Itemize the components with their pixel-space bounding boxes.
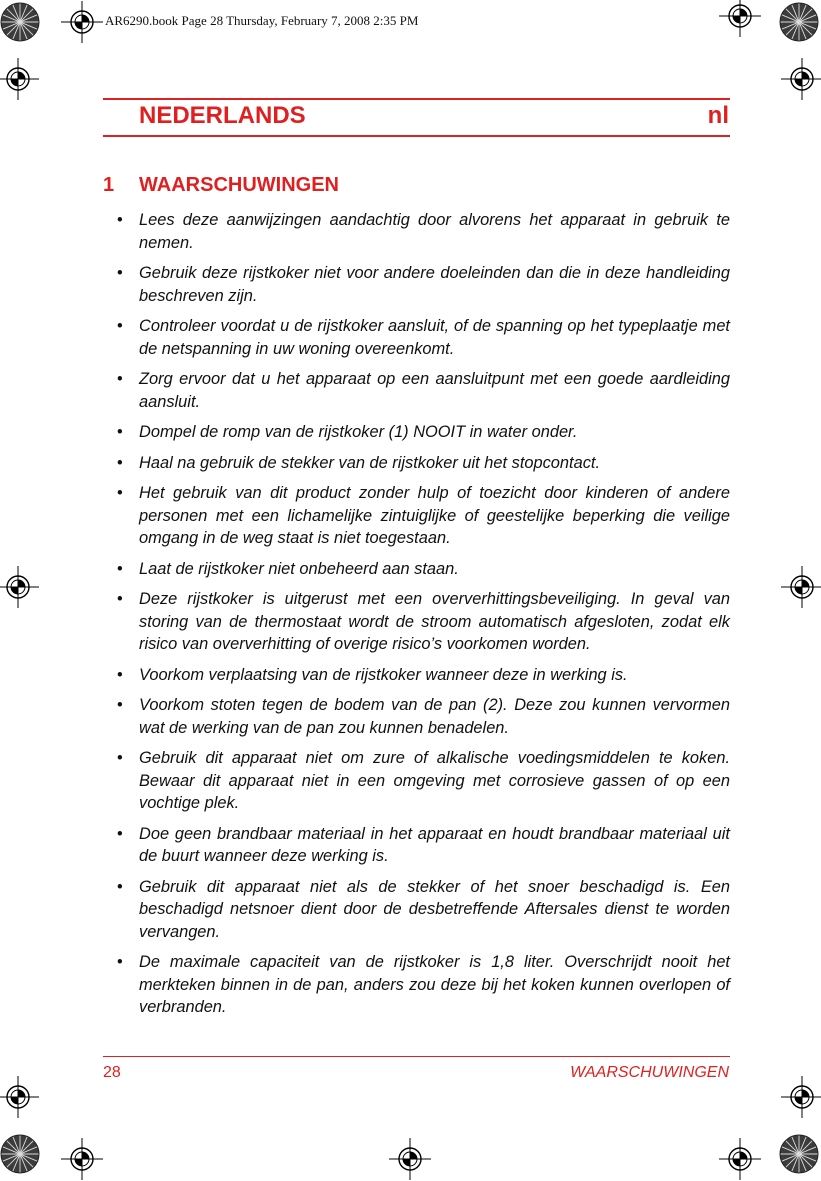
- warning-text: Haal na gebruik de stekker van de rijstkoker uit het stopcontact.: [139, 453, 601, 472]
- bullet-icon: •: [117, 211, 123, 229]
- warning-text: Het gebruik van dit product zonder hulp of toezicht door kinderen of andere personen met een lichamelijke zintuiglijke of geestelijke beperking die veilige omgang in de weg staat is niet toegestaan.: [139, 484, 730, 547]
- warning-text: Laat de rijstkoker niet onbeheerd aan staan.: [139, 559, 459, 578]
- warning-text: Deze rijstkoker is uitgerust met een oververhittingsbeveiliging. In geval van storing van de thermostaat wordt de stroom automatisch afgesloten, zodat elk risico van oververhitting of overige risico’s voorkomen worden.: [139, 590, 730, 653]
- starburst-mark-icon: [779, 2, 819, 42]
- bullet-icon: •: [117, 370, 123, 388]
- warning-item: [0, 482, 821, 550]
- section-title: WAARSCHUWINGEN: [139, 174, 339, 196]
- warning-item: [0, 262, 821, 307]
- section-number: 1: [103, 174, 115, 196]
- bullet-icon: •: [117, 824, 123, 843]
- bullet-icon: •: [117, 590, 123, 608]
- registration-mark-icon: [60, 1137, 104, 1181]
- registration-mark-icon: [718, 1137, 762, 1181]
- warning-text: Gebruik deze rijstkoker niet voor andere doeleinden dan die in deze handleiding beschreven zijn.: [139, 264, 730, 305]
- warnings-list: [0, 209, 821, 1027]
- starburst-mark-icon: [0, 2, 40, 42]
- language-title: NEDERLANDS: [139, 102, 306, 129]
- warning-text: Doe geen brandbaar materiaal in het apparaat en houdt brandbaar materiaal uit de buurt wanneer deze werking is.: [139, 824, 730, 865]
- warning-item: [0, 452, 821, 475]
- warning-item: [0, 421, 821, 444]
- warning-item: [0, 664, 821, 687]
- bullet-icon: •: [117, 877, 123, 896]
- page-number: 28: [103, 1064, 121, 1081]
- warning-text: Lees deze aanwijzingen aandachtig door alvorens het apparaat in gebruik te nemen.: [139, 211, 730, 252]
- warning-item: [0, 315, 821, 360]
- warning-text: Dompel de romp van de rijstkoker (1) NOOIT in water onder.: [139, 423, 578, 441]
- starburst-mark-icon: [0, 1134, 40, 1174]
- bullet-icon: •: [117, 264, 123, 282]
- warning-item: [0, 368, 821, 413]
- language-code: nl: [707, 102, 729, 129]
- registration-mark-icon: [0, 1075, 40, 1119]
- bullet-icon: •: [117, 696, 123, 714]
- book-slug-line: AR6290.book Page 28 Thursday, February 7, 2008 2:35 PM: [105, 13, 419, 28]
- warning-item: [0, 588, 821, 656]
- warning-item: [0, 209, 821, 254]
- warning-item: [0, 694, 821, 739]
- registration-mark-icon: [780, 1075, 821, 1119]
- registration-mark-icon: [0, 57, 40, 101]
- warning-item: [0, 876, 821, 944]
- starburst-mark-icon: [779, 1134, 819, 1174]
- warning-text: Zorg ervoor dat u het apparaat op een aansluitpunt met een goede aardleiding aansluit.: [139, 370, 730, 411]
- warning-item: [0, 823, 821, 868]
- warning-text: Gebruik dit apparaat niet om zure of alkalische voedingsmiddelen te koken. Bewaar dit apparaat niet in een omgeving met corrosieve gassen of op een vochtige plek.: [139, 749, 730, 812]
- warning-item: [0, 951, 821, 1019]
- header-bottom-rule: [103, 135, 730, 137]
- bullet-icon: •: [117, 423, 123, 441]
- warning-item: [0, 558, 821, 581]
- warning-item: [0, 747, 821, 815]
- warning-text: De maximale capaciteit van de rijstkoker is 1,8 liter. Overschrijdt nooit het merkteken binnen in de pan, anders zou deze bij het koken kunnen overlopen of verbranden.: [139, 953, 730, 1016]
- warning-text: Gebruik dit apparaat niet als de stekker of het snoer beschadigd is. Een beschadigd netsnoer dient door de desbetreffende Aftersales dienst te worden vervangen.: [139, 877, 730, 941]
- footer-section-name: WAARSCHUWINGEN: [570, 1064, 729, 1081]
- registration-mark-icon: [388, 1137, 432, 1181]
- bullet-icon: •: [117, 665, 123, 684]
- warning-text: Controleer voordat u de rijstkoker aansluit, of de spanning op het typeplaatje met de netspanning in uw woning overeenkomt.: [139, 317, 730, 358]
- registration-mark-icon: [718, 0, 762, 38]
- bullet-icon: •: [117, 559, 123, 578]
- bullet-icon: •: [117, 453, 123, 472]
- footer-rule: [103, 1056, 730, 1057]
- registration-mark-icon: [780, 57, 821, 101]
- registration-mark-icon: [60, 0, 104, 44]
- section-heading: [103, 174, 339, 197]
- header-top-rule: [103, 98, 730, 100]
- bullet-icon: •: [117, 953, 123, 971]
- warning-text: Voorkom stoten tegen de bodem van de pan (2). Deze zou kunnen vervormen wat de werking van de pan zou kunnen benadelen.: [139, 696, 730, 737]
- bullet-icon: •: [117, 484, 123, 502]
- bullet-icon: •: [117, 317, 123, 335]
- warning-text: Voorkom verplaatsing van de rijstkoker wanneer deze in werking is.: [139, 665, 628, 684]
- bullet-icon: •: [117, 749, 123, 767]
